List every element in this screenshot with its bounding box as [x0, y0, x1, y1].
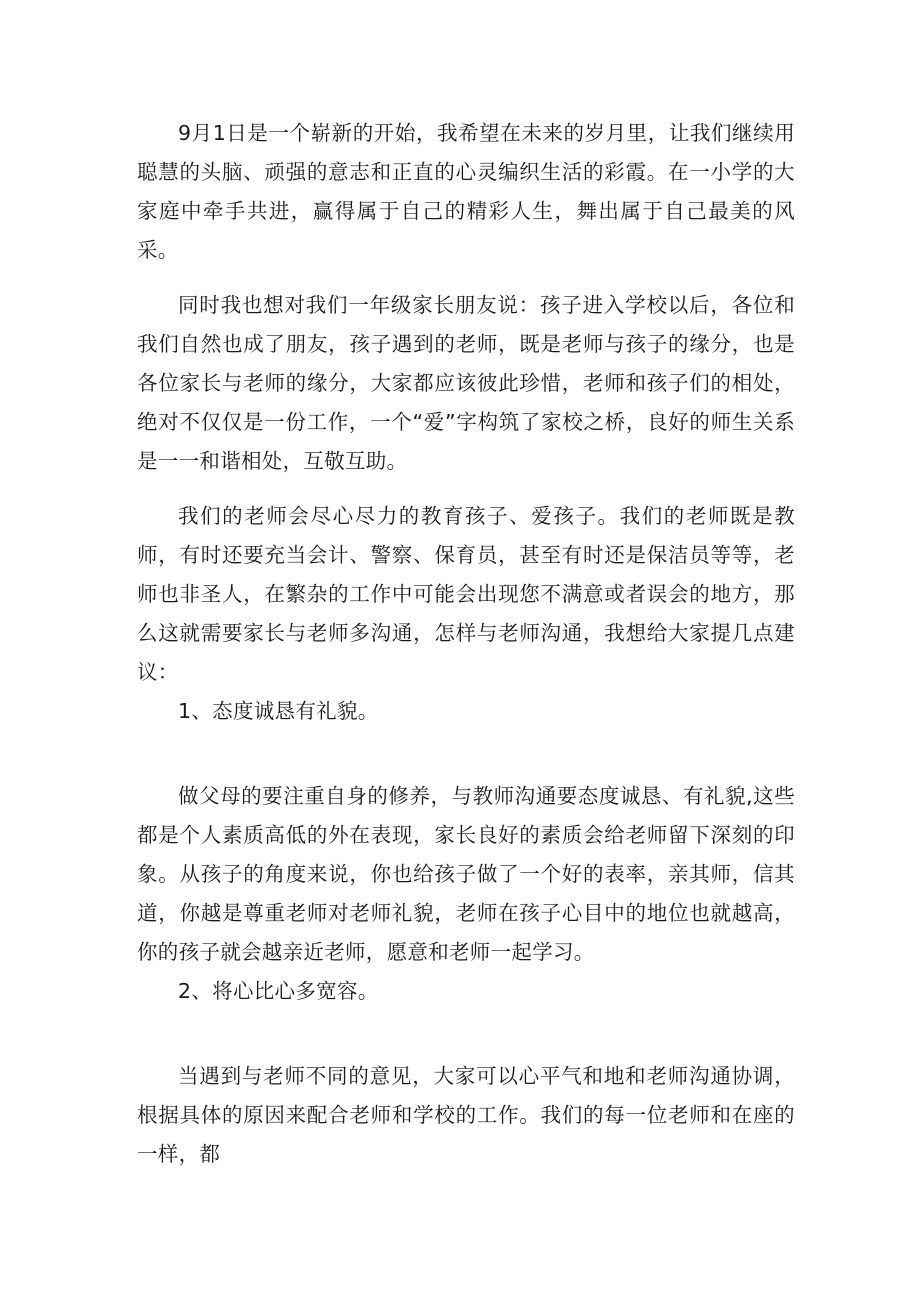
paragraph-suggestion-1: 做父母的要注重自身的修养，与教师沟通要态度诚恳、有礼貌,这些都是个人素质高低的外在表现，家长良好的素质会给老师留下深刻的印象。从孩子的角度来说，你也给孩子做了一个好的表率，亲其师，信其道，你越是尊重老师对老师礼貌，老师在孩子心目中的地位也就越高，你的孩子就会越亲近老师，愿意和老师一起学习。 — [137, 784, 795, 964]
paragraph-parents-address: 同时我也想对我们一年级家长朋友说：孩子进入学校以后，各位和我们自然也成了朋友，孩子遇到的老师，既是老师与孩子的缘分，也是各位家长与老师的缘分，大家都应该彼此珍惜，老师和孩子们的相处，绝对不仅仅是一份工作，一个“爱”字构筑了家校之桥，良好的师生关系是一一和谐相处，互敬互助。 — [137, 293, 795, 473]
paragraph-opening: 9月1日是一个崭新的开始，我希望在未来的岁月里，让我们继续用聪慧的头脑、顽强的意志和正直的心灵编织生活的彩霞。在一小学的大家庭中牵手共进，赢得属于自己的精彩人生，舞出属于自己最美的风采。 — [137, 121, 795, 262]
paragraph-suggestion-2: 当遇到与老师不同的意见，大家可以心平气和地和老师沟通协调，根据具体的原因来配合老师和学校的工作。我们的每一位老师和在座的一样，都 — [137, 1064, 795, 1166]
paragraph-teachers-effort: 我们的老师会尽心尽力的教育孩子、爱孩子。我们的老师既是教师，有时还要充当会计、警察、保育员，甚至有时还是保洁员等等，老师也非圣人，在繁杂的工作中可能会出现您不满意或者误会的地方，那么这就需要家长与老师多沟通，怎样与老师沟通，我想给大家提几点建议： — [137, 504, 795, 684]
suggestion-heading-2: 2、将心比心多宽容。 — [178, 979, 379, 1003]
document-body — [137, 114, 795, 1174]
suggestion-heading-1: 1、态度诚恳有礼貌。 — [178, 699, 379, 723]
